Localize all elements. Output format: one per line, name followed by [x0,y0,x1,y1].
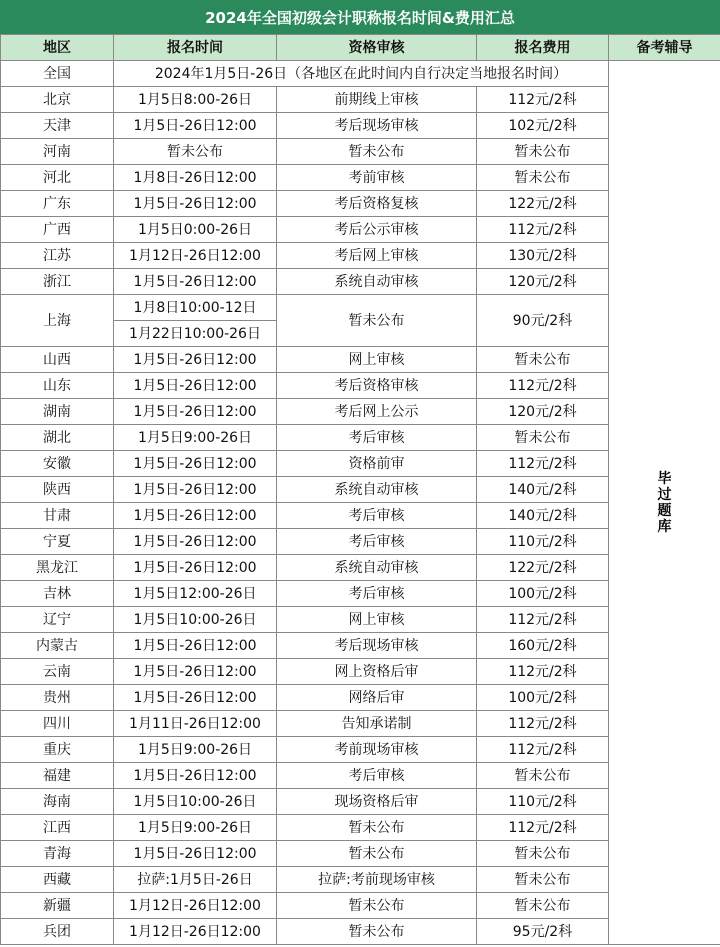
fee-cell: 112元/2科 [477,217,609,243]
review-cell: 现场资格后审 [277,789,477,815]
fee-cell: 暂未公布 [477,763,609,789]
time-cell: 1月5日-26日12:00 [114,347,277,373]
side-char: 库 [657,518,672,535]
time-cell: 1月5日-26日12:00 [114,503,277,529]
region-cell: 安徽 [1,451,114,477]
region-cell: 新疆 [1,893,114,919]
review-cell: 考前审核 [277,165,477,191]
fee-cell: 暂未公布 [477,867,609,893]
region-cell: 江苏 [1,243,114,269]
review-cell: 暂未公布 [277,295,477,347]
time-cell: 拉萨:1月5日-26日 [114,867,277,893]
review-cell: 前期线上审核 [277,87,477,113]
time-cell: 1月5日8:00-26日 [114,87,277,113]
fee-cell: 122元/2科 [477,191,609,217]
review-cell: 考后现场审核 [277,113,477,139]
fee-cell: 120元/2科 [477,399,609,425]
side-char: 毕 [657,470,672,487]
time-cell: 1月8日10:00-12日 [114,295,277,321]
time-cell: 1月5日-26日12:00 [114,841,277,867]
region-cell: 青海 [1,841,114,867]
review-cell: 考后网上审核 [277,243,477,269]
fee-cell: 130元/2科 [477,243,609,269]
fee-cell: 暂未公布 [477,841,609,867]
review-cell: 考后审核 [277,763,477,789]
review-cell: 系统自动审核 [277,269,477,295]
region-cell: 海南 [1,789,114,815]
region-cell: 内蒙古 [1,633,114,659]
time-cell: 暂未公布 [114,139,277,165]
fee-cell: 暂未公布 [477,347,609,373]
fee-cell: 110元/2科 [477,529,609,555]
time-cell: 1月5日0:00-26日 [114,217,277,243]
region-cell: 河北 [1,165,114,191]
region-cell: 广西 [1,217,114,243]
fee-cell: 122元/2科 [477,555,609,581]
fee-cell: 90元/2科 [477,295,609,347]
fee-cell: 140元/2科 [477,477,609,503]
time-cell: 1月11日-26日12:00 [114,711,277,737]
review-cell: 网上审核 [277,347,477,373]
time-cell: 1月5日-26日12:00 [114,529,277,555]
table-body [1,61,720,945]
page-title: 2024年全国初级会计职称报名时间&费用汇总 [0,0,720,34]
fee-cell: 112元/2科 [477,451,609,477]
region-cell: 江西 [1,815,114,841]
fee-cell: 120元/2科 [477,269,609,295]
region-cell: 黑龙江 [1,555,114,581]
region-cell: 吉林 [1,581,114,607]
time-cell: 1月5日10:00-26日 [114,607,277,633]
time-cell: 1月5日-26日12:00 [114,659,277,685]
time-cell: 1月5日-26日12:00 [114,763,277,789]
region-cell: 四川 [1,711,114,737]
region-cell: 西藏 [1,867,114,893]
fee-cell: 102元/2科 [477,113,609,139]
region-cell: 甘肃 [1,503,114,529]
fee-cell: 95元/2科 [477,919,609,945]
review-cell: 系统自动审核 [277,477,477,503]
region-cell: 陕西 [1,477,114,503]
review-cell: 考后审核 [277,581,477,607]
review-cell: 暂未公布 [277,893,477,919]
time-cell: 1月12日-26日12:00 [114,243,277,269]
fee-cell: 160元/2科 [477,633,609,659]
fee-cell: 140元/2科 [477,503,609,529]
time-cell: 1月5日-26日12:00 [114,633,277,659]
review-cell: 网上审核 [277,607,477,633]
region-cell: 宁夏 [1,529,114,555]
side-char: 题 [657,502,672,519]
region-cell: 辽宁 [1,607,114,633]
time-cell: 1月5日-26日12:00 [114,451,277,477]
col-header-review: 资格审核 [277,35,477,61]
region-cell: 广东 [1,191,114,217]
time-cell: 1月5日-26日12:00 [114,685,277,711]
time-cell: 1月5日12:00-26日 [114,581,277,607]
review-cell: 系统自动审核 [277,555,477,581]
time-cell: 1月5日-26日12:00 [114,399,277,425]
fee-cell: 110元/2科 [477,789,609,815]
review-cell: 网上资格后审 [277,659,477,685]
review-cell: 考后网上公示 [277,399,477,425]
region-cell: 全国 [1,61,114,87]
time-cell: 1月22日10:00-26日 [114,321,277,347]
header-row [1,35,720,61]
col-header-prep: 备考辅导 [609,35,720,61]
review-cell: 资格前审 [277,451,477,477]
review-cell: 考后公示审核 [277,217,477,243]
review-cell: 考后审核 [277,503,477,529]
review-cell: 告知承诺制 [277,711,477,737]
review-cell: 考前现场审核 [277,737,477,763]
region-cell: 河南 [1,139,114,165]
time-cell: 1月5日-26日12:00 [114,477,277,503]
review-cell: 考后审核 [277,425,477,451]
fee-cell: 100元/2科 [477,581,609,607]
review-cell: 网络后审 [277,685,477,711]
time-cell: 1月5日-26日12:00 [114,113,277,139]
time-cell: 1月8日-26日12:00 [114,165,277,191]
col-header-time: 报名时间 [114,35,277,61]
region-cell: 山东 [1,373,114,399]
registration-table [0,34,720,945]
review-cell: 暂未公布 [277,139,477,165]
side-banner [609,61,720,945]
region-cell: 云南 [1,659,114,685]
region-cell: 天津 [1,113,114,139]
time-cell: 1月5日-26日12:00 [114,373,277,399]
col-header-region: 地区 [1,35,114,61]
fee-cell: 暂未公布 [477,165,609,191]
table-row-national [1,61,720,87]
review-cell: 暂未公布 [277,815,477,841]
region-cell: 福建 [1,763,114,789]
fee-cell: 112元/2科 [477,815,609,841]
review-cell: 考后现场审核 [277,633,477,659]
fee-cell: 暂未公布 [477,139,609,165]
side-char: 过 [657,486,672,503]
review-cell: 拉萨:考前现场审核 [277,867,477,893]
time-cell: 1月5日10:00-26日 [114,789,277,815]
region-cell: 贵州 [1,685,114,711]
region-cell: 浙江 [1,269,114,295]
review-cell: 考后审核 [277,529,477,555]
time-cell: 1月12日-26日12:00 [114,893,277,919]
col-header-fee: 报名费用 [477,35,609,61]
time-cell: 1月5日-26日12:00 [114,555,277,581]
fee-cell: 112元/2科 [477,87,609,113]
time-cell: 1月5日-26日12:00 [114,269,277,295]
time-cell: 1月5日-26日12:00 [114,191,277,217]
fee-cell: 112元/2科 [477,737,609,763]
review-cell: 暂未公布 [277,919,477,945]
fee-cell: 112元/2科 [477,659,609,685]
review-cell: 考后资格审核 [277,373,477,399]
fee-cell: 暂未公布 [477,893,609,919]
time-cell: 1月5日9:00-26日 [114,815,277,841]
fee-cell: 暂未公布 [477,425,609,451]
time-cell: 1月5日9:00-26日 [114,425,277,451]
region-cell: 湖北 [1,425,114,451]
region-cell: 山西 [1,347,114,373]
fee-cell: 100元/2科 [477,685,609,711]
fee-cell: 112元/2科 [477,373,609,399]
national-note: 2024年1月5日-26日（各地区在此时间内自行决定当地报名时间） [114,61,609,87]
time-cell: 1月5日9:00-26日 [114,737,277,763]
time-cell: 1月12日-26日12:00 [114,919,277,945]
review-cell: 暂未公布 [277,841,477,867]
region-cell: 湖南 [1,399,114,425]
fee-cell: 112元/2科 [477,711,609,737]
review-cell: 考后资格复核 [277,191,477,217]
region-cell: 北京 [1,87,114,113]
fee-cell: 112元/2科 [477,607,609,633]
region-cell: 兵团 [1,919,114,945]
region-cell: 重庆 [1,737,114,763]
region-cell: 上海 [1,295,114,347]
